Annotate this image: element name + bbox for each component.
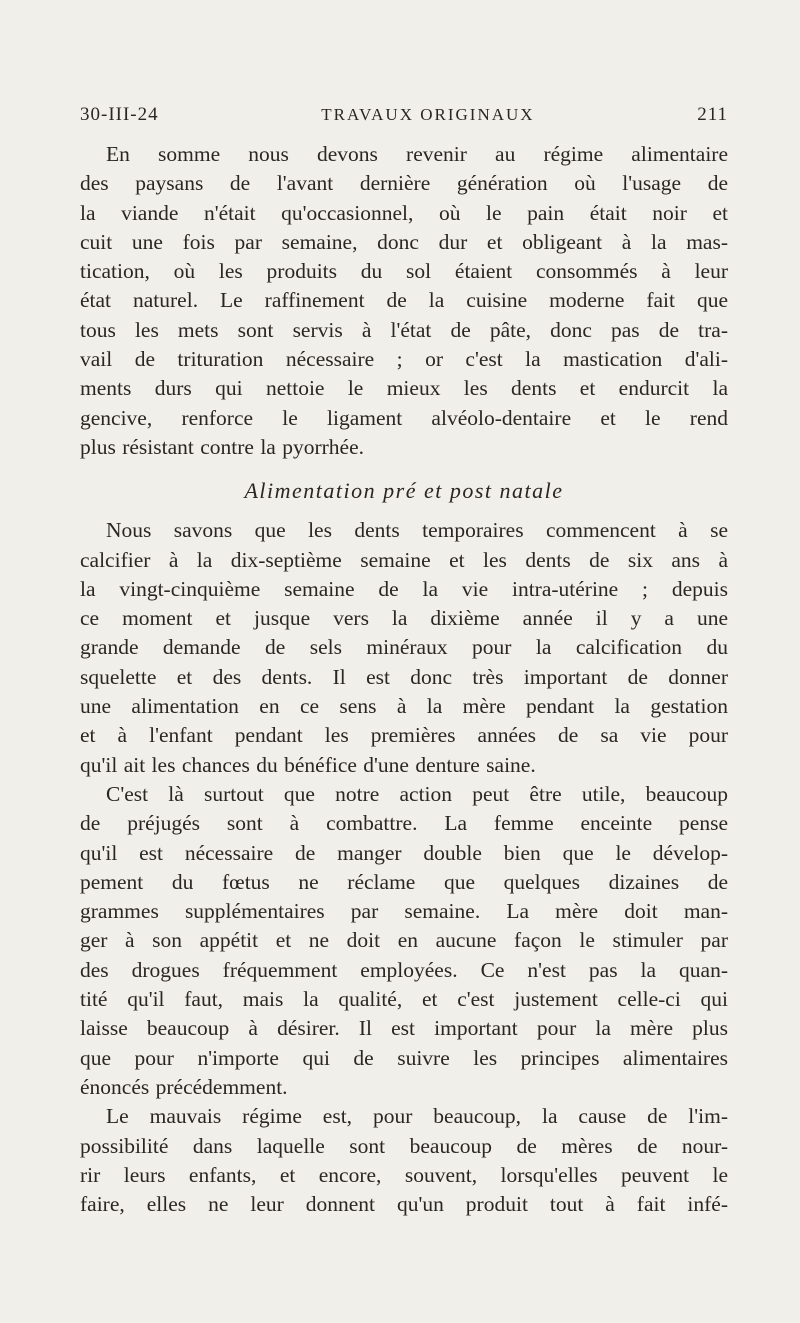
text-line: la viande n'était qu'occasionnel, où le pain était noir et — [80, 200, 728, 225]
page-number: 211 — [697, 104, 728, 125]
section-heading: Alimentation pré et post natale — [244, 478, 564, 504]
text-line: cuit une fois par semaine, donc dur et obligeant à la mas- — [80, 229, 728, 254]
text-line: squelette et des dents. Il est donc très important de donner — [80, 664, 728, 689]
header-date: 30-III-24 — [80, 104, 159, 125]
text-line: et à l'enfant pendant les premières années de sa vie pour — [80, 723, 728, 748]
paragraph-bad-diet — [80, 1102, 728, 1219]
text-line: qu'il ait les chances du bénéfice d'une denture saine. — [80, 752, 536, 777]
text-line: vail de trituration nécessaire ; or c'est la mastication d'ali- — [80, 347, 728, 372]
text-line: ger à son appétit et ne doit en aucune façon le stimuler par — [80, 928, 728, 953]
text-line: C'est là surtout que notre action peut être utile, beaucoup — [106, 781, 728, 806]
text-line: calcifier à la dix-septième semaine et les dents de six ans à — [80, 547, 728, 572]
text-line: énoncés précédemment. — [80, 1074, 288, 1099]
text-line: Nous savons que les dents temporaires commencent à se — [106, 518, 728, 543]
text-line: faire, elles ne leur donnent qu'un produit tout à fait infé- — [80, 1192, 728, 1217]
text-line: pement du fœtus ne réclame que quelques dizaines de — [80, 869, 728, 894]
text-line: une alimentation en ce sens à la mère pendant la gestation — [80, 694, 728, 719]
paragraph-diet — [80, 140, 728, 462]
text-line: grande demande de sels minéraux pour la calcification du — [80, 635, 728, 660]
text-line: tous les mets sont servis à l'état de pâte, donc pas de tra- — [80, 317, 728, 342]
paragraph-calcification — [80, 516, 728, 780]
text-line: Le mauvais régime est, pour beaucoup, la cause de l'im- — [106, 1104, 728, 1129]
text-line: des paysans de l'avant dernière génération où l'usage de — [80, 171, 728, 196]
header-section-title: TRAVAUX ORIGINAUX — [321, 105, 535, 124]
text-line: grammes supplémentaires par semaine. La mère doit man- — [80, 899, 728, 924]
text-line: tication, où les produits du sol étaient consommés à leur — [80, 259, 728, 284]
text-line: tité qu'il faut, mais la qualité, et c'est justement celle-ci qui — [80, 987, 728, 1012]
text-line: gencive, renforce le ligament alvéolo-dentaire et le rend — [80, 405, 728, 430]
text-line: de préjugés sont à combattre. La femme enceinte pense — [80, 811, 728, 836]
text-line: rir leurs enfants, et encore, souvent, lorsqu'elles peuvent le — [80, 1162, 728, 1187]
text-line: des drogues fréquemment employées. Ce n'est pas la quan- — [80, 957, 728, 982]
text-line: ce moment et jusque vers la dixième année il y a une — [80, 606, 728, 631]
text-line: En somme nous devons revenir au régime alimentaire — [106, 142, 728, 166]
book-page — [80, 104, 728, 1219]
text-line: ments durs qui nettoie le mieux les dents et endurcit la — [80, 376, 728, 401]
running-header — [80, 104, 728, 140]
text-line: que pour n'importe qui de suivre les principes alimentaires — [80, 1045, 728, 1070]
text-line: qu'il est nécessaire de manger double bien que le dévelop- — [80, 840, 728, 865]
text-line: état naturel. Le raffinement de la cuisine moderne fait que — [80, 288, 728, 313]
text-line: plus résistant contre la pyorrhée. — [80, 434, 365, 459]
paragraph-pregnancy — [80, 780, 728, 1102]
text-line: laisse beaucoup à désirer. Il est important pour la mère plus — [80, 1016, 728, 1041]
text-line: la vingt-cinquième semaine de la vie intra-utérine ; depuis — [80, 576, 728, 601]
text-line: possibilité dans laquelle sont beaucoup de mères de nour- — [80, 1133, 728, 1158]
